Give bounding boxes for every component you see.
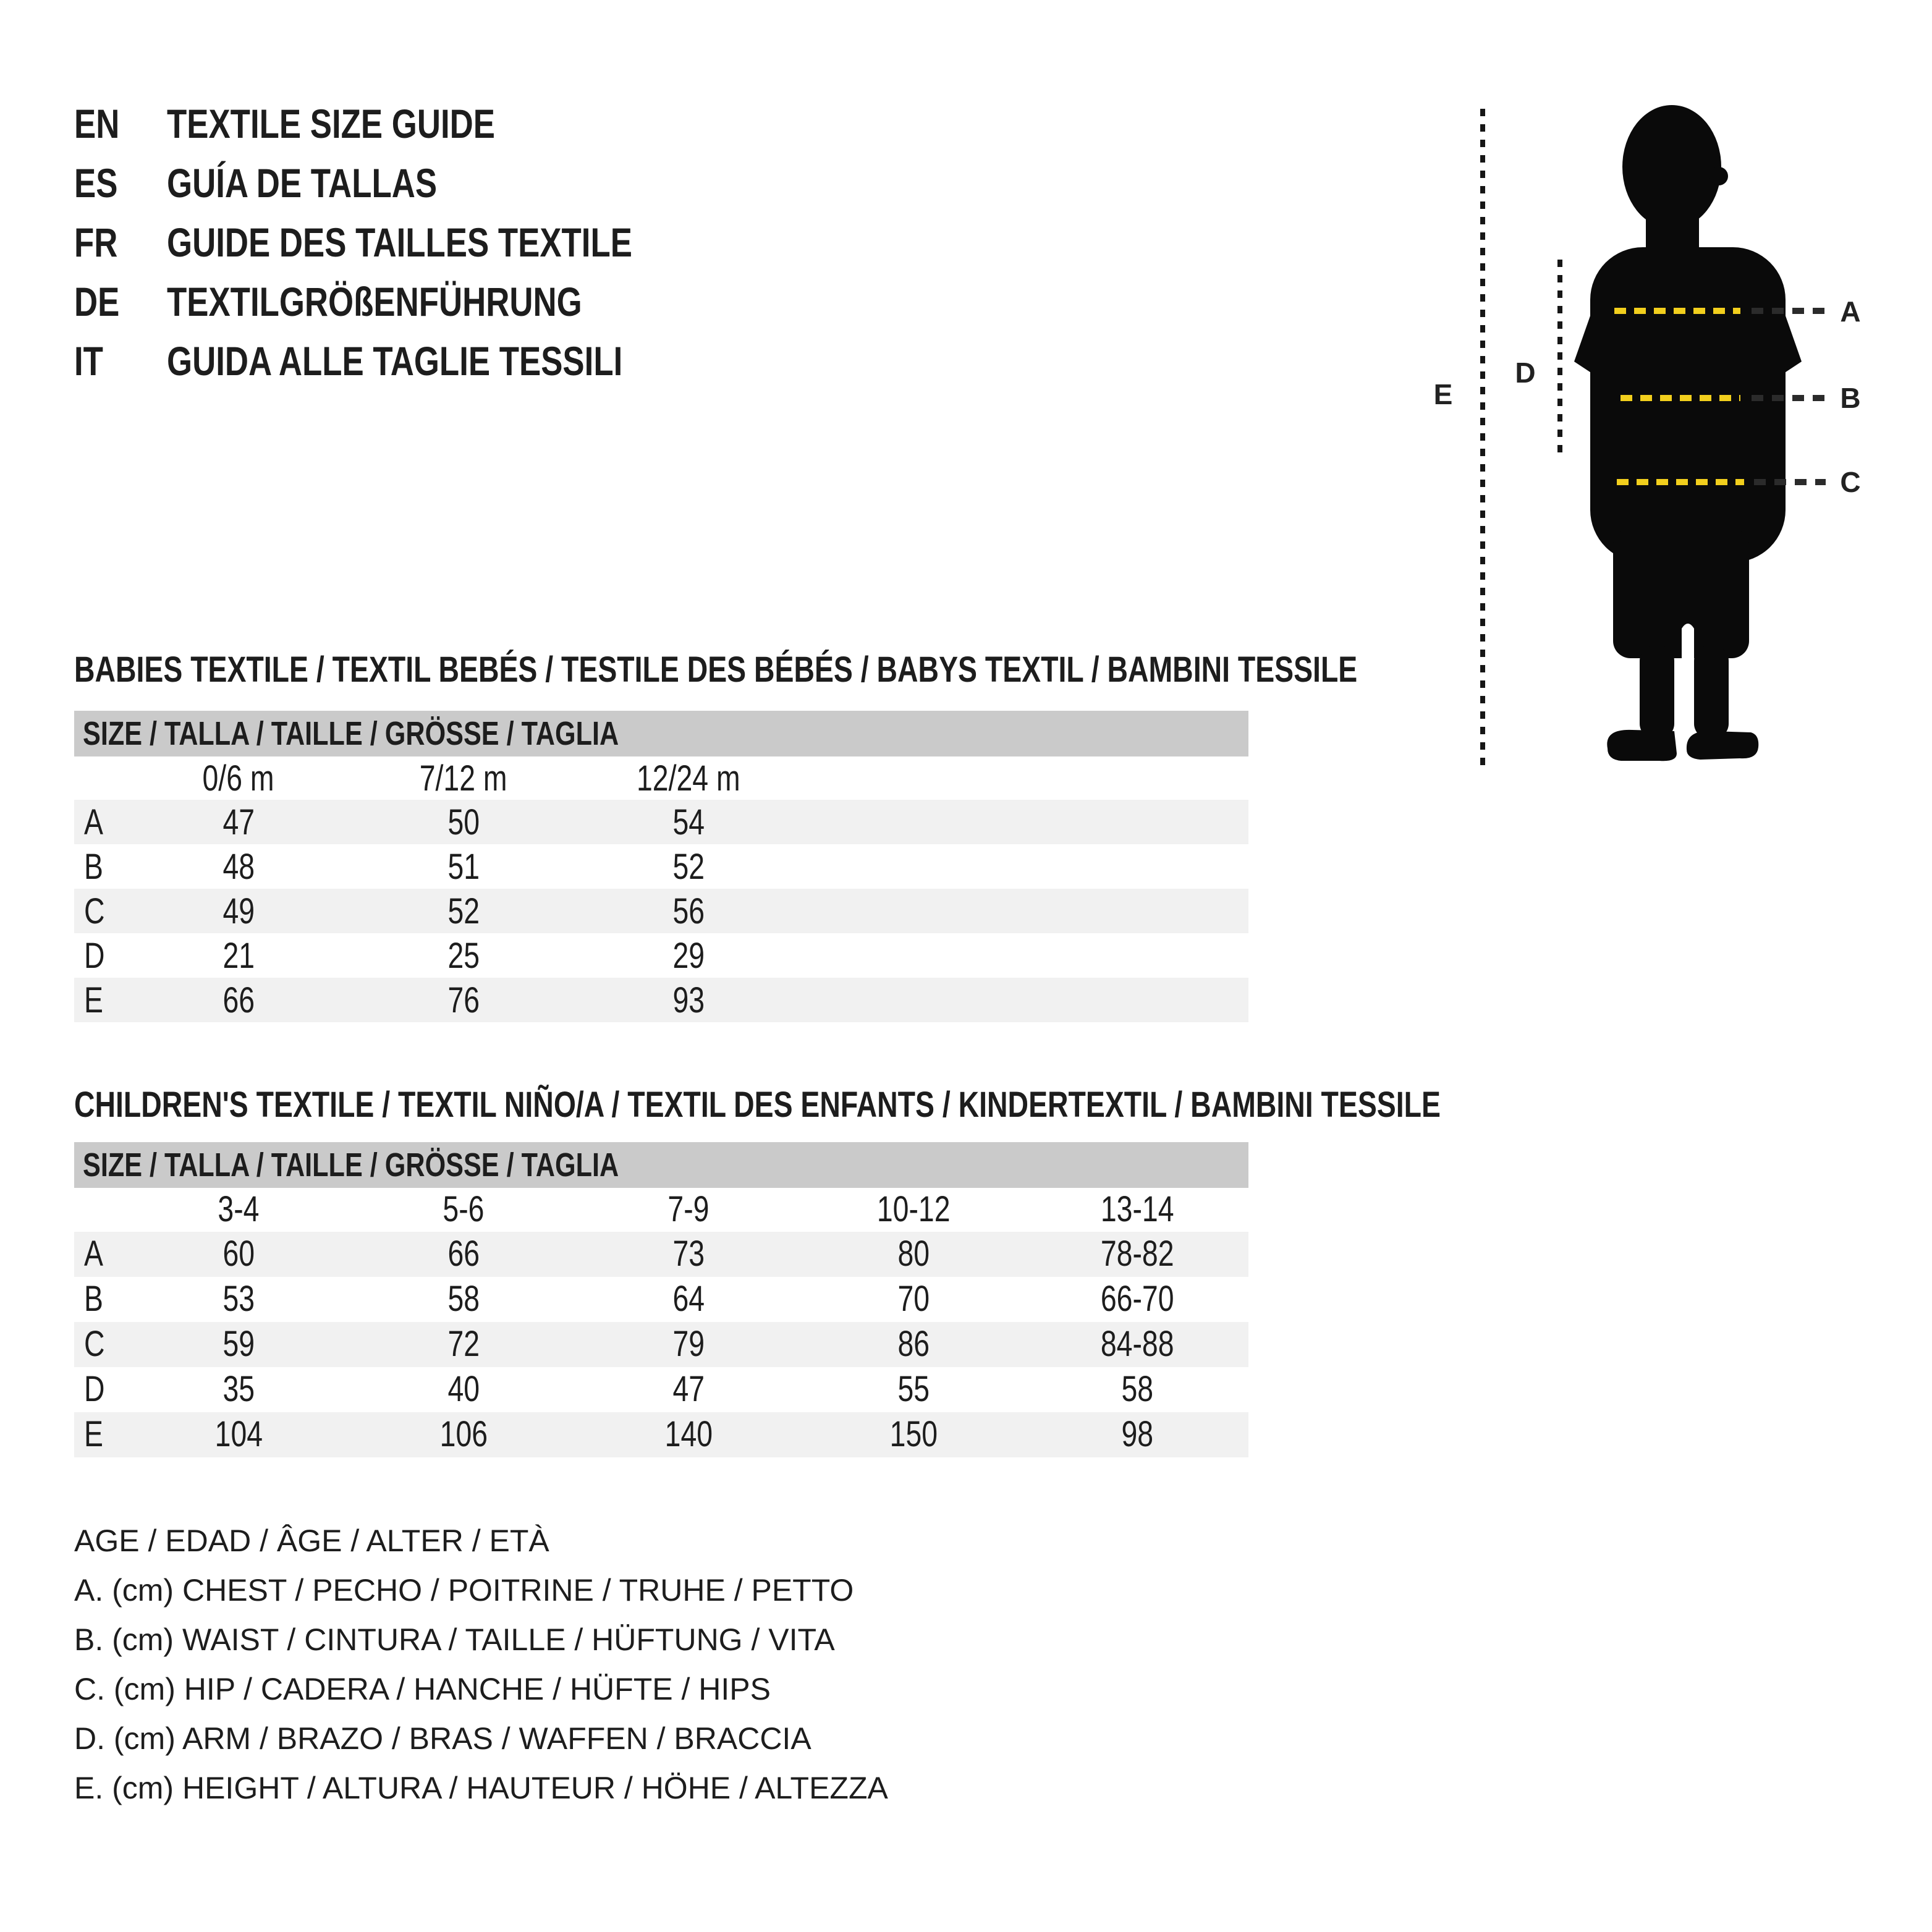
table-row (74, 933, 1248, 978)
hip-measure-line-c-yellow (1617, 479, 1744, 485)
cell-value: 73 (672, 1233, 705, 1274)
column-header: 3-4 (218, 1189, 260, 1229)
row-label: C (84, 891, 105, 931)
row-label: A (84, 1233, 103, 1274)
hip-measure-line-c-dark (1754, 479, 1826, 485)
cell-value: 86 (897, 1323, 930, 1364)
legend-line-height: E. (cm) HEIGHT / ALTURA / HAUTEUR / HÖHE / ALTEZZA (74, 1771, 888, 1805)
legend-line-arm: D. (cm) ARM / BRAZO / BRAS / WAFFEN / BRACCIA (74, 1721, 811, 1756)
legend-line-hip: C. (cm) HIP / CADERA / HANCHE / HÜFTE / HIPS (74, 1672, 771, 1706)
cell-value: 49 (222, 891, 255, 931)
cell-value: 35 (222, 1368, 255, 1409)
cell-value: 47 (222, 802, 255, 842)
guide-title: TEXTILE SIZE GUIDE (167, 101, 495, 146)
cell-value: 51 (447, 846, 480, 887)
cell-value: 21 (222, 935, 255, 976)
table-row (74, 1367, 1248, 1412)
table-row (74, 1277, 1248, 1322)
children-size-table (74, 1142, 1248, 1457)
language-code: DE (74, 279, 120, 324)
guide-title: TEXTILGRÖßENFÜHRUNG (167, 279, 582, 324)
language-code: EN (74, 101, 120, 146)
language-code: FR (74, 219, 118, 265)
column-header: 7/12 m (420, 758, 507, 799)
cell-value: 55 (897, 1368, 930, 1409)
children-table-rows (74, 1232, 1248, 1457)
size-header-text: SIZE / TALLA / TAILLE / GRÖSSE / TAGLIA (83, 1146, 619, 1184)
measure-label-d: D (1515, 357, 1536, 389)
table-row (74, 1322, 1248, 1367)
cell-value: 59 (222, 1323, 255, 1364)
babies-table-title (74, 650, 1678, 690)
cell-value: 25 (447, 935, 480, 976)
cell-value: 104 (214, 1413, 263, 1454)
table-row (74, 889, 1248, 933)
chest-measure-line-a-dark (1752, 308, 1824, 314)
cell-value: 66 (447, 1233, 480, 1274)
cell-value: 76 (447, 980, 480, 1020)
arm-measure-line-d (1557, 260, 1562, 457)
cell-value: 150 (889, 1413, 938, 1454)
cell-value: 58 (1121, 1368, 1153, 1409)
cell-value: 72 (447, 1323, 480, 1364)
row-label: A (84, 802, 103, 842)
children-column-headers (74, 1188, 1248, 1232)
children-table-title-text: CHILDREN'S TEXTILE / TEXTIL NIÑO/A / TEXTIL DES ENFANTS / KINDERTEXTIL / BAMBINI TESSILE (74, 1085, 1441, 1125)
cell-value: 47 (672, 1368, 705, 1409)
cell-value: 56 (672, 891, 705, 931)
row-label: D (84, 935, 105, 976)
column-header: 0/6 m (202, 758, 275, 799)
cell-value: 50 (447, 802, 480, 842)
cell-value: 52 (672, 846, 705, 887)
cell-value: 48 (222, 846, 255, 887)
row-label: D (84, 1368, 105, 1409)
cell-value: 64 (672, 1278, 705, 1319)
cell-value: 54 (672, 802, 705, 842)
cell-value: 58 (447, 1278, 480, 1319)
cell-value: 98 (1121, 1413, 1153, 1454)
waist-measure-line-b-yellow (1621, 395, 1740, 401)
cell-value: 80 (897, 1233, 930, 1274)
legend-line-chest: A. (cm) CHEST / PECHO / POITRINE / TRUHE / PETTO (74, 1573, 854, 1608)
column-header: 5-6 (443, 1189, 485, 1229)
row-label: E (84, 980, 103, 1020)
language-row-es (74, 153, 748, 213)
legend-line-age: AGE / EDAD / ÂGE / ALTER / ETÀ (74, 1523, 549, 1558)
language-code: IT (74, 338, 103, 384)
shorts-split (1682, 624, 1694, 659)
guide-title: GUÍA DE TALLAS (167, 160, 438, 206)
guide-title: GUIDE DES TAILLES TEXTILE (167, 219, 632, 265)
language-row-en (74, 94, 748, 153)
cell-value: 84-88 (1100, 1323, 1174, 1364)
measure-label-c: C (1840, 466, 1861, 498)
cell-value: 29 (672, 935, 705, 976)
size-header-text: SIZE / TALLA / TAILLE / GRÖSSE / TAGLIA (83, 715, 619, 752)
column-header: 7-9 (667, 1189, 710, 1229)
row-label: B (84, 846, 103, 887)
cell-value: 93 (672, 980, 705, 1020)
language-code: ES (74, 160, 118, 206)
table-row (74, 978, 1248, 1022)
cell-value: 40 (447, 1368, 480, 1409)
measure-label-a: A (1840, 295, 1861, 328)
row-label: C (84, 1323, 105, 1364)
measure-label-b: B (1840, 382, 1861, 414)
measurement-legend (74, 1516, 888, 1813)
row-label: B (84, 1278, 103, 1319)
babies-size-header-bar (74, 711, 1248, 756)
measure-label-e: E (1433, 378, 1453, 410)
cell-value: 70 (897, 1278, 930, 1319)
column-header: 13-14 (1100, 1189, 1174, 1229)
children-table-title (74, 1085, 1782, 1125)
table-row (74, 1232, 1248, 1277)
cell-value: 66-70 (1100, 1278, 1174, 1319)
cell-value: 79 (672, 1323, 705, 1364)
table-row (74, 1412, 1248, 1457)
table-row (74, 844, 1248, 889)
cell-value: 106 (439, 1413, 488, 1454)
chest-measure-line-a-yellow (1614, 308, 1740, 314)
language-row-de (74, 272, 748, 331)
column-header: 10-12 (876, 1189, 951, 1229)
language-header (74, 94, 748, 391)
language-row-fr (74, 213, 748, 272)
legend-line-waist: B. (cm) WAIST / CINTURA / TAILLE / HÜFTUNG / VITA (74, 1622, 835, 1657)
cell-value: 53 (222, 1278, 255, 1319)
cell-value: 66 (222, 980, 255, 1020)
cell-value: 60 (222, 1233, 255, 1274)
babies-column-headers (74, 756, 1248, 800)
language-row-it (74, 331, 748, 391)
waist-measure-line-b-dark (1752, 395, 1824, 401)
babies-table-title-text: BABIES TEXTILE / TEXTIL BEBÉS / TESTILE DES BÉBÉS / BABYS TEXTIL / BAMBINI TESSILE (74, 650, 1358, 690)
column-header: 12/24 m (637, 758, 740, 799)
babies-size-table (74, 711, 1248, 1022)
cell-value: 78-82 (1100, 1233, 1174, 1274)
row-label: E (84, 1413, 103, 1454)
babies-table-rows (74, 800, 1248, 1022)
table-row (74, 800, 1248, 844)
children-size-header-bar (74, 1142, 1248, 1188)
guide-title: GUIDA ALLE TAGLIE TESSILI (167, 338, 623, 384)
cell-value: 140 (664, 1413, 713, 1454)
cell-value: 52 (447, 891, 480, 931)
